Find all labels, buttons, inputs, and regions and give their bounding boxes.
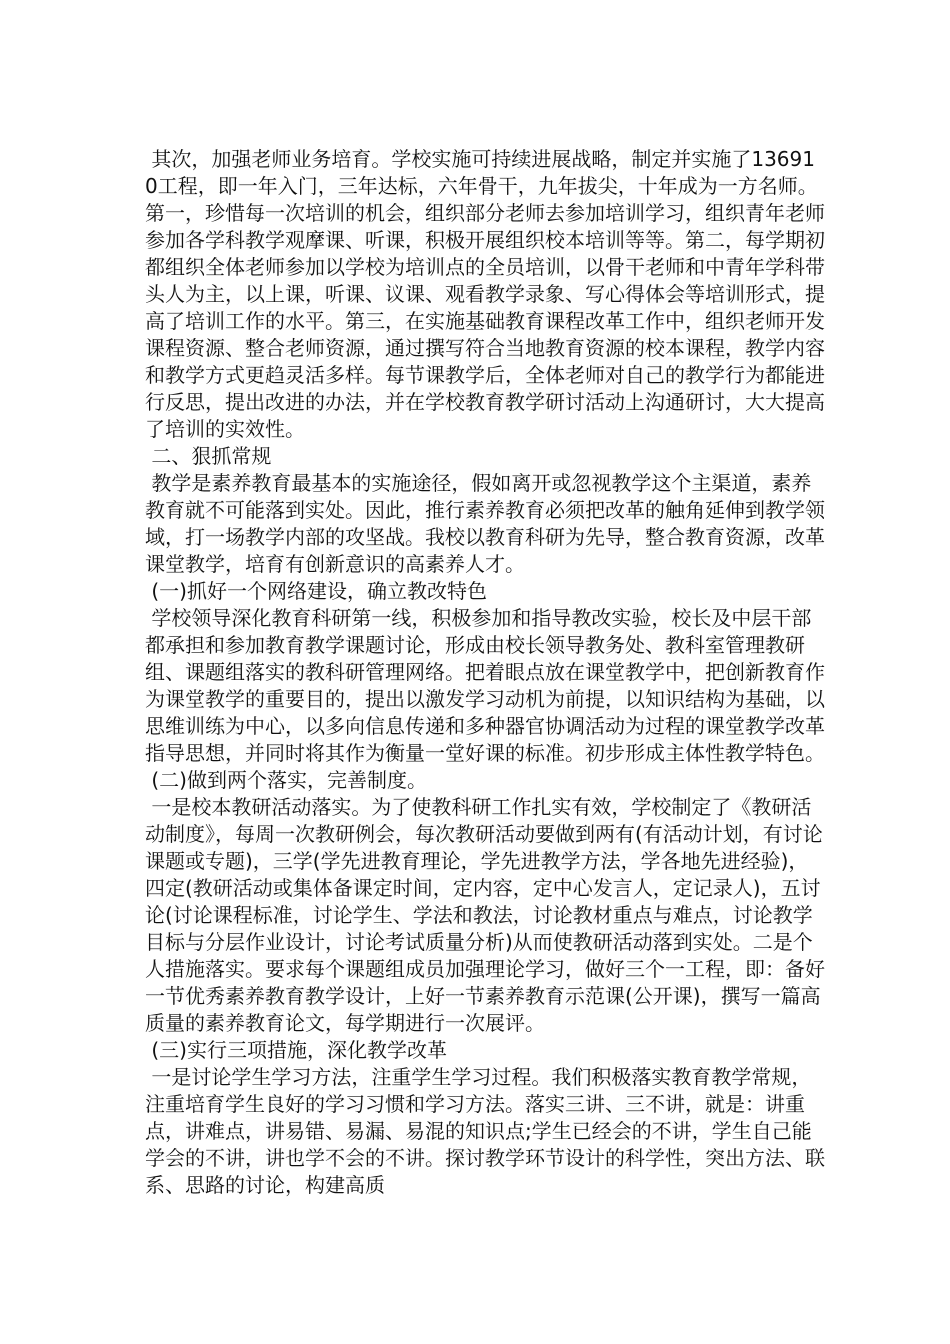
paragraph-measures: 一是讨论学生学习方法，注重学生学习过程。我们积极落实教育教学常规，注重培育学生良好的学习习惯和学习方法。落实三讲、三不讲，就是：讲重点，讲难点，讲易错、易漏、易混的知识点;学生已经会的不讲，学生自己能学会的不讲，讲也学不会的不讲。探讨教学环节设计的科学性，突出方法、联系、思路的讨论，构建高质 [145,1065,825,1197]
paragraph-teacher-training: 其次，加强老师业务培育。学校实施可持续进展战略，制定并实施了136910工程，即一年入门，三年达标，六年骨干，九年拔尖，十年成为一方名师。第一，珍惜每一次培训的机会，组织部分老师去参加培训学习，组织青年老师参加各学科教学观摩课、听课，积极开展组织校本培训等等。第二，每学期初都组织全体老师参加以学校为培训点的全员培训，以骨干老师和中青年学科带头人为主，以上课，听课、议课、观看教学录象、写心得体会等培训形式，提高了培训工作的水平。第三，在实施基础教育课程改革工作中，组织老师开发课程资源、整合老师资源，通过撰写符合当地教育资源的校本课程，教学内容和教学方式更趋灵活多样。每节课教学后，全体老师对自己的教学行为都能进行反思，提出改进的办法，并在学校教育教学研讨活动上沟通研讨，大大提高了培训的实效性。 [145,147,825,441]
document-body [145,146,825,1199]
heading-routine: 二、狠抓常规 [145,444,272,468]
subheading-network: (一)抓好一个网络建设，确立教改特色 [145,579,487,603]
paragraph-network: 学校领导深化教育科研第一线，积极参加和指导教改实验，校长及中层干部都承担和参加教育教学课题讨论，形成由校长领导教务处、教科室管理教研组、课题组落实的教科研管理网络。把着眼点放在课堂教学中，把创新教育作为课堂教学的重要目的，提出以激发学习动机为前提，以知识结构为基础，以思维训练为中心，以多向信息传递和多种器官协调活动为过程的课堂教学改革指导思想，并同时将其作为衡量一堂好课的标准。初步形成主体性教学特色。 [145,606,825,765]
subheading-measures: (三)实行三项措施，深化教学改革 [145,1038,447,1062]
subheading-implementation: (二)做到两个落实，完善制度。 [145,768,427,792]
paragraph-implementation: 一是校本教研活动落实。为了使教科研工作扎实有效，学校制定了《教研活动制度》，每周一次教研例会，每次教研活动要做到两有(有活动计划，有讨论课题或专题)，三学(学先进教育理论，学先进教学方法，学各地先进经验)，四定(教研活动或集体备课定时间，定内容，定中心发言人，定记录人)，五讨论(讨论课程标准，讨论学生、学法和教法，讨论教材重点与难点，讨论教学目标与分层作业设计，讨论考试质量分析)从而使教研活动落到实处。二是个人措施落实。要求每个课题组成员加强理论学习，做好三个一工程，即：备好一节优秀素养教育教学设计，上好一节素养教育示范课(公开课)，撰写一篇高质量的素养教育论文，每学期进行一次展评。 [145,795,825,1035]
paragraph-teaching-reform: 教学是素养教育最基本的实施途径，假如离开或忽视教学这个主渠道，素养教育就不可能落到实处。因此，推行素养教育必须把改革的触角延伸到教学领域，打一场教学内部的攻坚战。我校以教育科研为先导，整合教育资源，改革课堂教学，培育有创新意识的高素养人才。 [145,471,825,576]
